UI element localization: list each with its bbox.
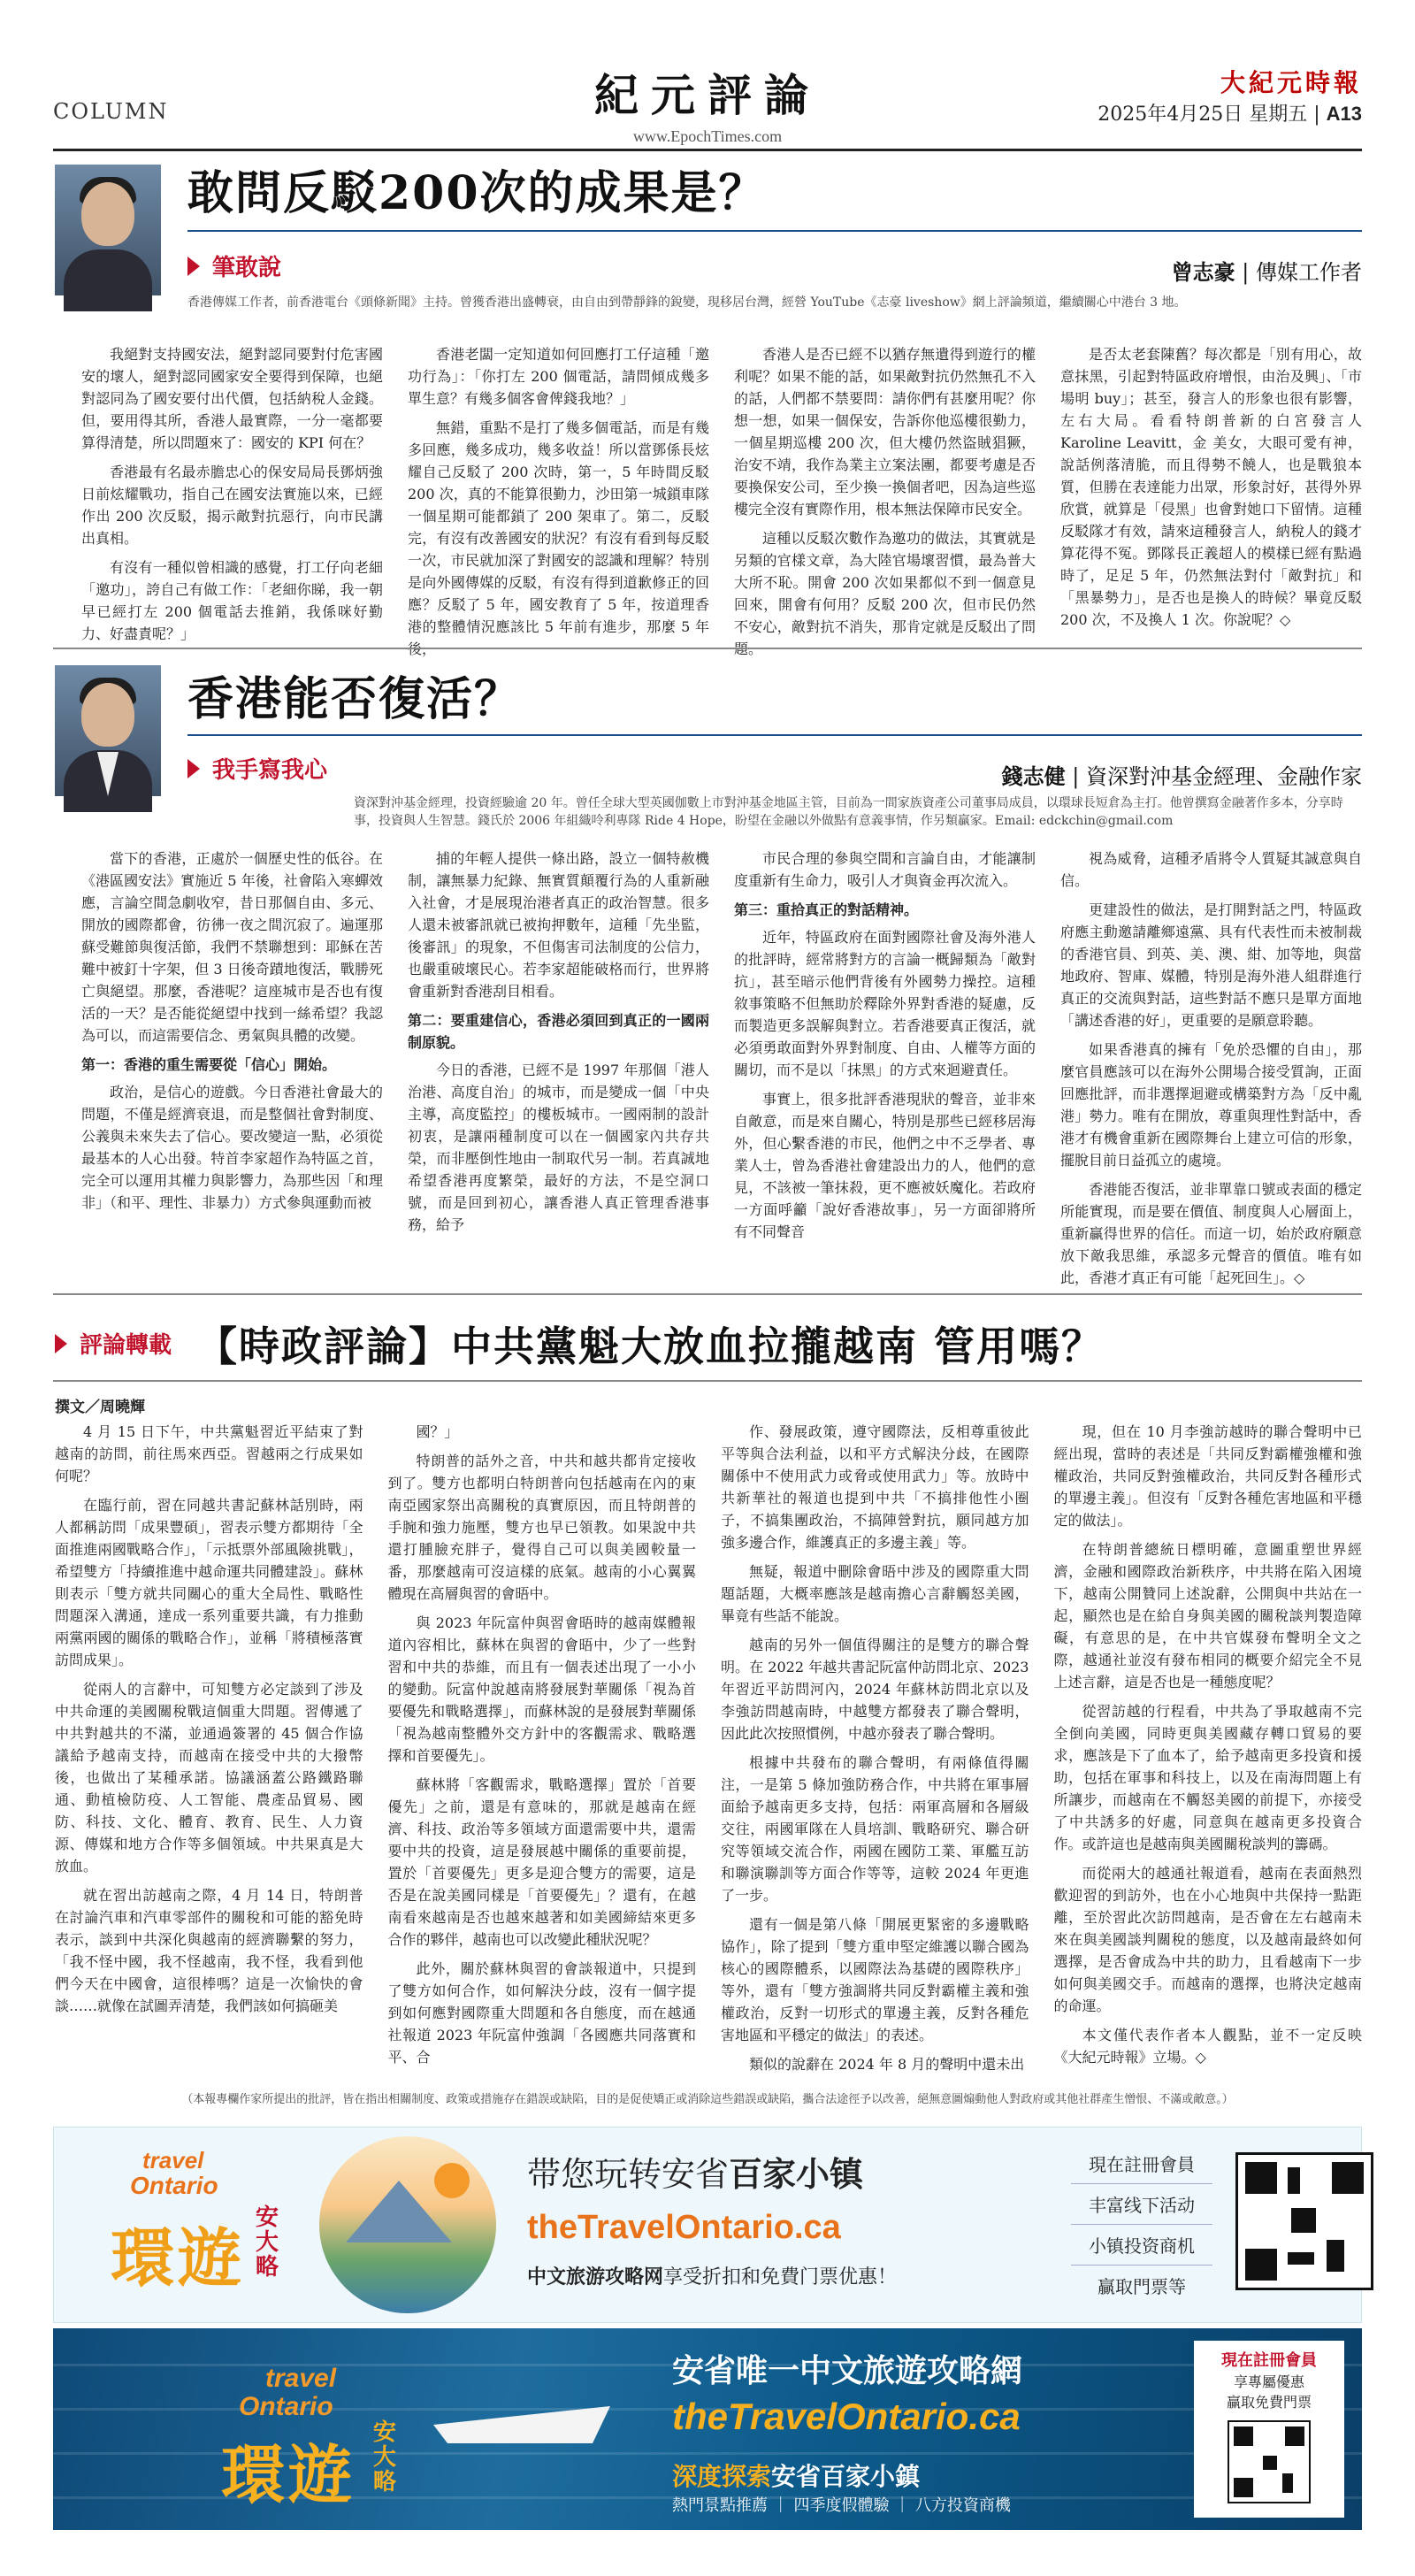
paragraph: 從習訪越的行程看，中共為了爭取越南不完全倒向美國，同時更與美國藏存轉口貿易的要求，應該是下了血本了，給予越南更多投資和援助，包括在軍事和科技上，以及在南海問題上有所讓步，而越南在不觸怒美國的前提下，亦接受了中共誘多的好處，同意與在越南更多投資合作。或許這也是越南與美國關稅談判的籌碼。 [1053,1703,1362,1852]
article3-column-1 [55,1421,363,2075]
ad1-headline-bold: 百家小镇 [729,2154,864,2194]
travel-ontario-ad-1[interactable] [53,2127,1362,2323]
body-shape [64,249,152,311]
triangle-icon [187,759,200,778]
ad1-feature-list [1071,2143,1212,2305]
paragraph: 蘇林將「客觀需求，戰略選擇」置於「首要優先」之前，還是有意味的，那就是越南在經濟、科技、政治等多領域方面還需要中共，還需要中共的投資，這是發展越中關係的重要前提，置於「首要優先」更多是迎合雙方的需要，這是否是在說美國同樣是「首要優先」？還有，在越南看來越南是否也越來越著和如美國締結來更多合作的夥伴，越南也可以改變此種狀況呢？ [387,1776,696,1948]
article1-column-4 [1060,343,1362,635]
author-role: 資深對沖基金經理、金融作家 [1086,764,1362,789]
boat-shape [433,2381,610,2443]
paragraph: 類似的說辭在 2024 年 8 月的聲明中還未出 [749,2056,1025,2073]
logo-big-text: 環遊 [111,2220,246,2296]
paragraph: 特朗普的話外之音，中共和越共都肯定接收到了。雙方也都明白特朗普向包括越南在內的東南亞國家祭出高關稅的真實原因，而且特朗普的手腕和強力施壓，雙方也早已領教。如果說中共還打腫臉充胖子，覺得自己可以與美國較量一番，那麼越南可沒這樣的底氣。越南的小心翼翼體現在高層與習的會晤中。 [387,1453,696,1602]
qr-code-icon[interactable] [1235,2152,1373,2290]
triangle-icon [55,1334,67,1353]
article3-column-3 [721,1421,1029,2075]
logo-side-text: 安大略 [255,2204,279,2281]
paragraph: 香港人是否已經不以猶存無遺得到遊行的權利呢？如果不能的話，如果敵對抗仍然無孔不入的話，人們都不禁要問：請你們有甚麼用呢？你想一想，如果一個保安，告訴你他巡樓很勤力，一個星期巡樓 200 次，但大樓仍然盜賊猖獗，治安不靖，我作為業主立案法團，都要考慮是否要換保安公司，至少換一換個者吧，因為這些巡樓完全沒有實際作用，根本無法保障市民安全。 [734,346,1036,518]
paragraph: 越南的另外一個值得關注的是雙方的聯合聲明。在 2022 年越共書記阮富仲訪問北京、2023 年習近平訪問河內，2024 年蘇林訪問北京以及李強訪問越南時，中越雙方都發表了聯合聲明，因此此次按照慣例，中越亦發表了聯合聲明。 [721,1637,1029,1742]
paragraph: 這種以反駁次數作為邀功的做法，其實就是另類的官樣文章，為大陸官場壞習慣，最為普大大所不恥。開會 200 次如果都似不到一個意見回來，開會有何用？反駁 200 次，但市民仍然不安心，敵對抗不消失，那肯定就是反駁出了問 [734,530,1036,635]
ad1-sub [527,2262,897,2289]
article2-body [81,847,1362,1286]
masthead: 紀元評論 [594,69,821,121]
article3-column-4 [1054,1421,1363,2075]
subheading: 第二：要重建信心，香港必須回到真正的一國兩制原貌。 [408,1012,709,1051]
ad1-url[interactable]: theTravelOntario.ca [527,2209,841,2246]
face-shape [81,683,134,747]
article2-column-4 [1060,847,1362,1286]
article3-column-2 [388,1421,697,2075]
triangle-icon [187,257,200,276]
article2-column-3 [734,847,1036,1281]
article1-column-2 [408,343,709,635]
panel-line-2: 贏取免費門票 [1226,2394,1312,2411]
author-photo-2 [55,665,161,796]
paragraph: 從兩人的言辭中，可知雙方必定談到了涉及中共命運的美國關稅戰這個重大問題。習傳遞了中共對越共的不滿，並通過簽署的 45 個合作協議給予越南支持，而越南在接受中共的大撥幣後，也做出了某種承諾。協議涵蓋公路鐵路聯通、動植檢防疫、人工智能、農產品貿易、國防、科技、文化、體育、教育、民生、人力資源、傳媒和地方合作等多個領域。中共果真是大放血。 [55,1681,363,1874]
article1-column-3 [734,343,1036,635]
article2-column-2 [408,847,709,1281]
article1-column-name: 筆敢說 [212,255,282,281]
article1-column-1 [81,343,383,642]
ad1-sub-bold: 中文旅游攻略网 [527,2266,664,2288]
article3-column-name: 評論轉載 [80,1332,172,1359]
ad2-tags: 熱門景點推薦 ｜ 四季度假體驗 ｜ 八方投資商機 [672,2496,1011,2515]
paragraph: 香港能否復活，並非單靠口號或表面的穩定所能實現，而是要在價值、制度與人心層面上，重新贏得世界的信任。而這一切，始於政府願意放下敵我思維，承認多元聲音的價值。唯有如此，香港才真正有可能「起死回生」。◇ [1060,1181,1362,1286]
column-label: COLUMN [53,99,169,124]
ad1-feature-item: 現在註冊會員 [1071,2143,1212,2184]
paragraph: 香港老闆一定知道如何回應打工仔這種「邀功行為」：「你打左 200 個電話，請問傾成幾多單生意？有幾多個客會俾錢我地？」 [408,346,709,407]
face-shape [81,182,134,246]
paragraph: 視為威脅，這種矛盾將令人質疑其誠意與自信。 [1060,850,1362,889]
author-name: 曾志豪 [1171,259,1235,285]
sun-shape [434,2163,470,2198]
ad1-feature-item: 丰富线下活动 [1071,2184,1212,2225]
section-rule-1 [53,648,1362,649]
author-name: 錢志健 [1001,763,1066,789]
ad1-headline [527,2147,863,2196]
landscape-illustration [319,2136,496,2313]
panel-title: 現在註冊會員 [1221,2351,1317,2370]
panel-line-1: 享專屬優惠 [1233,2373,1304,2390]
ad2-headline: 安省唯一中文旅遊攻略網 [672,2352,1023,2389]
paragraph: 就在習出訪越南之際，4 月 14 日，特朗普在討論汽車和汽車零部件的關稅和可能的豁免時表示，談到中共深化與越南的經濟聯繫的努力，「我不怪中國，我不怪越南，我不怪，我看到他們今天在中國會，這很棒嗎？這是一次愉快的會談……就像在試圖弄清楚，我們該如何搞砸美 [55,1887,363,2014]
paragraph: 本文僅代表作者本人觀點，並不一定反映《大紀元時報》立場。◇ [1053,2027,1362,2066]
travel-ontario-ad-2[interactable] [53,2328,1362,2530]
article2-title-rule [187,734,1362,736]
article1-title: 敢問反駁200次的成果是？ [187,166,767,220]
paragraph: 我絕對支持國安法，絕對認同要對付危害國安的壞人，絕對認同國家安全要得到保障，也絕對認同為了國安要付出代價，包括納稅人金錢。但，要用得其所，香港人最實際，一分一毫都要算得清楚，所以問題來了：國安的 KPI 何在？ [81,346,383,451]
logo-side-text: 安大略 [372,2419,396,2496]
article3-title-rule [53,1380,1362,1382]
paragraph: 此外，關於蘇林與習的會談報道中，只提到了雙方如何合作，如何解決分歧，沒有一個字提到如何應對國際重大問題和各自態度，而在越通社報道 2023 年阮富仲強調「各國應共同落實和平、合 [387,1960,696,2066]
paragraph: 香港最有名最赤膽忠心的保安局局長鄧炳強日前炫耀戰功，指自己在國安法實施以來，已經作出 200 次反駁，揭示敵對抗惡行，向市民講出真相。 [81,464,383,547]
article1-title-rule [187,230,1362,232]
article1-body [81,343,1362,642]
article3-byline: 撰文／周曉輝 [55,1399,145,1416]
logo-ontario-text: Ontario [239,2392,333,2421]
paragraph: 政治，是信心的遊戲。今日香港社會最大的問題，不僅是經濟衰退，而是整個社會對制度、公義與未來失去了信心。要改變這一點，必須從最基本的人心出發。特首李家超作為特區之首，完全可以運用其權力與影響力，為那些因「和理非」（和平、理性、非暴力）方式參與運動而被 [81,1084,383,1211]
ad2-url[interactable]: theTravelOntario.ca [672,2396,1021,2437]
article3-body [55,1421,1362,2075]
paragraph: 市民合理的參與空間和言論自由，才能讓制度重新有生命力，吸引人才與資金再次流入。 [734,850,1036,889]
site-url[interactable]: www.EpochTimes.com [632,127,783,145]
paragraph: 無疑，報道中刪除會晤中涉及的國際重大問題話題，大概率應該是越南擔心言辭觸怒美國，畢竟有些話不能說。 [721,1563,1029,1624]
paragraph: 如果香港真的擁有「免於恐懼的自由」，那麼官員應該可以在海外公開場合接受質詢，正面回應批評，而非選擇迴避或構築對方為「反中亂港」勢力。唯有在開放，尊重與理性對話中，香港才有機會重新在國際舞台上建立可信的形象，擺脫目前日益孤立的處境。 [1060,1041,1362,1169]
subheading: 第一：香港的重生需要從「信心」開始。 [81,1056,337,1073]
ad2-deep [672,2457,920,2493]
logo-big-text: 環遊 [221,2437,356,2512]
ad2-deep-b: 安省百家小鎮 [771,2462,921,2491]
author-role: 傳媒工作者 [1256,260,1362,285]
paragraph: 作、發展政策，遵守國際法，反相尊重彼此平等與合法利益，以和平方式解決分歧，在國際關係中不使用武力或脅或使用武力」等。放時中共新華社的報道也提到中共「不搞排他性小圈子，不搞集團政治，不搞陣營對抗，願同越方加強多邊合作，維護真正的多邊主義」等。 [721,1423,1029,1551]
logo-ontario-text: Ontario [130,2172,218,2199]
paragraph: 在特朗普總統日標明確，意圖重塑世界經濟，金融和國際政治新秩序，中共將在陷入困境下，越南公開贊同上述說辭，公開與中共站在一起，顯然也是在給自身與美國的關稅談判製造障礙，有意思的是，在中共官媒發布聲明全文之際，越通社並沒有發布相同的概要介紹完全不見上述言辭，這是否也是一種態度呢？ [1053,1541,1362,1690]
paragraph: 有沒有一種似曾相識的感覺，打工仔向老細「邀功」，誇自己有做工作：「老細你睇，我一朝早已經打左 200 個電話去推銷，我係咪好勤力、好盡責呢？」 [81,559,383,642]
paragraph: 捕的年輕人提供一條出路，設立一個特赦機制，讓無暴力紀錄、無實質顛覆行為的人重新融入社會，才是展現治港者真正的政治智慧。很多人還未被審訊就已被拘押數年，這種「先坐監，後審訊」的現象，不但傷害司法制度的公信力，也嚴重破壞民心。若李家超能破格而行，世界將會重新對香港刮目相看。 [408,850,709,1000]
paragraph: 無錯，重點不是打了幾多個電話，而是有幾多回應，幾多成功，幾多收益！所以當鄧係長炫耀自己反駁了 200 次時，第一，5 年時間反駁 200 次，真的不能算很勤力，沙田第一城鎖車隊一個星期可能都鎖了 200 架車了。第二，反駁完，有沒有改善國安的狀況？有沒有看到每反駁一次，市民就加深了對國安的認識和理解？特別是向外國傳媒的反駁，有沒有得到道歉修正的回應？反駁了 5 年，國安教育了 5 年，按道理香港的整體情況應該比 5 年前有進步，那麼 5 年 [408,419,709,635]
ad1-sub-rest: 享受折扣和免費门票优惠！ [663,2266,898,2288]
logo-travel-text: travel [265,2364,337,2393]
paragraph: 今日的香港，已經不是 1997 年那個「港人治港、高度自治」的城市，而是變成一個「中央主導，高度監控」的樓板城市。一國兩制的設計初衷，是讓兩種制度可以在一個國家內共存共榮，而非壓倒性地由一制取代另一制。若真誠地希望香港再度繁榮，最好的方法，不是空洞口號，而是回到初心，讓香港人真正管理香港事務，給予 [408,1062,709,1233]
page-header [53,53,1362,150]
header-rule [53,149,1362,151]
paragraph: 國？」 [416,1423,459,1440]
article2-bio: 資深對沖基金經理，投資經驗逾 20 年。曾任全球大型英國伽數上市對沖基金地區主管，目前為一間家族資產公司董事局成員，以環球長短倉為主打。他曾撰寫金融著作多本，分享時事，投資與人生智慧。錢氏於 2006 年組織呤利專隊 Ride 4 Hope，盼望在金融以外做點有意義事情，作另類贏家。Email: edckchin@gmail.com [354,796,1343,828]
paragraph: 近年，特區政府在面對國際社會及海外港人的批評時，經常將對方的言論一概歸類為「敵對抗」，甚至暗示他們背後有外國勢力操控。這種敘事策略不但無助於釋除外界對香港的疑慮，反而製造更多誤解與對立。若香港要真正復活，就必須勇敢面對外界對制度、自由、人權等方面的關切，而不是以「抹黑」的方式來迴避責任。 [734,929,1036,1078]
qr-code-icon[interactable] [1228,2420,1311,2503]
issue-date: 2025年4月25日 星期五 | A13 [1098,103,1362,126]
article1-bio: 香港傳媒工作者，前香港電台《頭條新聞》主持。曾獲香港出盛轉衰，由自由到帶靜鋒的銳變，現移居台灣，經營 YouTube《志豪 liveshow》網上評論頻道，繼續關心中港台 3 地。 [187,295,1187,310]
ad1-feature-item: 小镇投资商机 [1071,2225,1212,2266]
article2-column-name: 我手寫我心 [212,757,328,784]
paragraph: 根據中共發布的聯合聲明，有兩條值得關注，一是第 5 條加強防務合作，中共將在軍事層面給予越南更多支持，包括：兩軍高層和各層級交往，兩國軍隊在人員培訓、戰略研究、聯合研究等領域交流合作，兩國在國防工業、軍艦互訪和聯演聯訓等方面合作等等，這較 2024 年更進了一步。 [721,1754,1029,1904]
paragraph: 在臨行前，習在同越共書記蘇林話別時，兩人都稱訪問「成果豐碩」，習表示雙方都期待「全面推進兩國戰略合作」，「示抵票外部風險挑戰」，希望雙方「持續推進中越命運共同體建設」。蘇林則表示「雙方就共同關心的重大全局性、戰略性問題深入溝通，達成一系列重要共識，有力推動兩黨兩國的關係的戰略合作」，並稱「將積極落實訪問成果」。 [55,1497,363,1668]
paragraph: 更建設性的做法，是打開對話之門，特區政府應主動邀請離鄉遠黨、具有代表性而未被制裁的香港官員、到英、美、澳、紺、加等地，與當地政府、智庫、媒體，特別是海外港人組群進行真正的交流與對話，這些對話不應只是單方面地「講述香港的好」，更重要的是願意聆聽。 [1060,901,1362,1029]
article3-title: 【時政評論】中共黨魁大放血拉攏越南 管用嗎？ [196,1322,1105,1370]
article1-author: 曾志豪 | 傳媒工作者 [1171,259,1362,285]
paragraph: 還有一個是第八條「開展更緊密的多邊戰略協作」，除了提到「雙方重申堅定維護以聯合國為核心的國際體系，以國際法為基礎的國際秩序」等外，還有「雙方強調將共同反對霸權主義和強權政治，反對一切形式的單邊主義，反對各種危害地區和平穩定的做法」的表述。 [721,1916,1029,2043]
page-number: A13 [1326,103,1362,125]
ad1-headline-pre: 带您玩转安省 [527,2155,730,2194]
article2-column-1 [81,847,383,1281]
paragraph: 是否太老套陳舊？每次都是「別有用心，故意抹黑，引起對特區政府增恨，由治及興」、「市場明 buy」；甚至，發言人的形象也很有影響，左右大局。看看特朗普新的白宮發言人 Karoline Leavitt，金 美女，大眼可愛有神，說話例落清脆，而且得勢不饒人，也是戰狼本質，但勝在表達能力出眾，形象討好，甚得外界欣賞，就算是「侵黑」也會對她口下留情。這種反駁隊才有效，請來這種發言人，納稅人的錢才算花得不冤。鄧隊長正義超人的模樣已經有點過時了，足足 5 年，仍然無法對付「敵對抗」和「黑暴勢力」，是否也是換人的時候？畢竟反駁 200 次，不及換人 1 次。你說呢？◇ [1060,346,1362,628]
paragraph: 事實上，很多批評香港現狀的聲音，並非來自敵意，而是來自關心，特別是那些已經移居海外，但心繫香港的市民，他們之中不乏學者、專業人士，曾為香港社會建設出力的人，他們的意見，不該被一筆抹殺，更不應被妖魔化。若政府一方面呼籲「說好香港故事」，另一方面卻將所有不同聲音 [734,1091,1036,1240]
paragraph: 4 月 15 日下午，中共黨魁習近平結束了對越南的訪問，前往馬來西亞。習越兩之行成果如何呢？ [55,1423,363,1484]
logo-travel-text: travel [142,2147,204,2174]
author-photo-1 [55,165,161,295]
ad2-qr-panel[interactable] [1194,2341,1344,2518]
paragraph: 現，但在 10 月李強訪越時的聯合聲明中已經出現，當時的表述是「共同反對霸權強權和強權政治，共同反對強權政治，共同反對各種形式的單邊主義」。但沒有「反對各種危害地區和平穩定的做法」。 [1053,1423,1362,1529]
paragraph: 當下的香港，正處於一個歷史性的低谷。在《港區國安法》實施近 5 年後，社會陷入寒蟬效應，言論空間急劇收窄，昔日那個自由、多元、開放的國際都會，彷彿一夜之間沉寂了。遍運那蘇受難節與復活節，我們不禁聯想到：耶穌在苦難中被釘十字架，但 3 日後奇蹟地復活，戰勝死亡與絕望。那麼，香港呢？這座城市是否也有復活的一天？是否能從絕望中找到一絲希望？我認為可以，而這需要信念、勇氣與具體的改變。 [81,850,383,1044]
article2-column [187,752,327,785]
paragraph: 而從兩大的越通社報道看，越南在表面熱烈歡迎習的到訪外，也在小心地與中共保持一點距離，至於習此次訪問越南，是否會在左右越南未來在與美國談判關稅的態度，以及越南最終如何選擇，是否會成為中共的助力，且看越南下一步如何與美國交手。而越南的選擇，也將決定越南的命運。 [1053,1865,1362,2014]
ad1-feature-item: 贏取門票等 [1098,2276,1186,2297]
article2-author: 錢志健 | 資深對沖基金經理、金融作家 [1001,763,1362,789]
article1-column [187,249,281,282]
article3-column [55,1327,172,1360]
paragraph: 與 2023 年阮富仲與習會晤時的越南媒體報道內容相比，蘇林在與習的會晤中，少了一些對習和中共的恭維，而且有一個表述出現了一小小的變動。阮富仲說越南將發展對華關係「視為首要優先和戰略選擇」，而蘇林說的是發展對華關係「視為越南整體外交方針中的客觀需求、戰略選擇和首要優先」。 [387,1614,696,1764]
subheading: 第三：重拾真正的對話精神。 [734,901,919,918]
article2-title: 香港能否復活？ [187,672,523,726]
disclaimer: （本報專欄作家所提出的批評，皆在指出相關制度、政策或措施存在錯誤或缺陷，目的是促使矯正或消除這些錯誤或缺陷，攜合法途徑予以改善，絕無意圖煽動他人對政府或其他社群產生憎恨、不滿或敵意。） [181,2093,1234,2106]
date-text: 2025年4月25日 星期五 [1098,104,1308,126]
ad2-deep-a: 深度探索 [672,2462,772,2491]
section-rule-2 [53,1293,1362,1295]
paper-logo: 大紀元時報 [1220,68,1362,97]
